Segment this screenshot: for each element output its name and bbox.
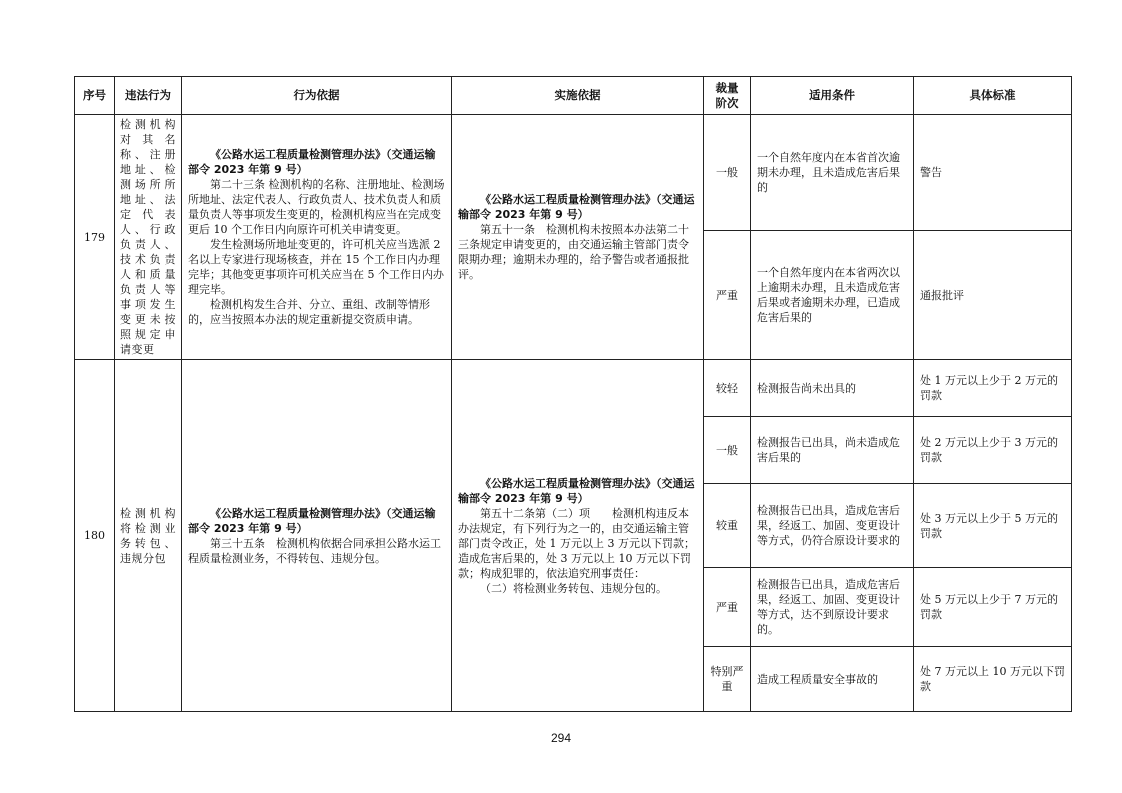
table-row (75, 115, 1072, 231)
level-cell: 较轻 (704, 360, 751, 417)
level-cell: 严重 (704, 231, 751, 360)
basis-paragraph: 检测机构发生合并、分立、重组、改制等情形的，应当按照本办法的规定重新提交资质申请。 (188, 298, 430, 326)
condition-cell: 检测报告尚未出具的 (751, 360, 914, 417)
implementation-cell (452, 360, 704, 712)
basis-title: 《公路水运工程质量检测管理办法》（交通运输部令 2023 年第 9 号） (188, 506, 436, 535)
implementation-title: 《公路水运工程质量检测管理办法》（交通运输部令 2023 年第 9 号） (458, 193, 695, 221)
header-no: 序号 (75, 77, 115, 115)
header-implementation: 实施依据 (452, 77, 704, 115)
basis-paragraph: 第二十三条 检测机构的名称、注册地址、检测场所地址、法定代表人、行政负责人、技术负责人和质量负责人等事项发生变更的，检测机构应当在完成变更后 10 个工作日内向原许可机关申请变更。 (188, 178, 445, 236)
condition-cell: 检测报告已出具，造成危害后果，经返工、加固、变更设计等方式，仍符合原设计要求的 (751, 484, 914, 568)
condition-cell: 一个自然年度内在本省首次逾期未办理，且未造成危害后果的 (751, 115, 914, 231)
condition-cell: 检测报告已出具，造成危害后果，经返工、加固、变更设计等方式，达不到原设计要求的。 (751, 568, 914, 647)
header-row (75, 77, 1072, 115)
standard-cell: 处 5 万元以上少于 7 万元的罚款 (914, 568, 1072, 647)
condition-cell: 造成工程质量安全事故的 (751, 647, 914, 712)
basis-title: 《公路水运工程质量检测管理办法》（交通运输部令 2023 年第 9 号） (188, 148, 436, 176)
header-level: 裁量阶次 (704, 77, 751, 115)
header-condition: 适用条件 (751, 77, 914, 115)
level-cell: 一般 (704, 115, 751, 231)
implementation-paragraph: （二）将检测业务转包、违规分包的。 (480, 581, 667, 595)
implementation-paragraph: 第五十一条 检测机构未按照本办法第二十三条规定申请变更的，由交通运输主管部门责令限期办理；逾期未办理的，给予警告或者通报批评。 (458, 223, 689, 281)
standard-cell: 处 1 万元以上少于 2 万元的罚款 (914, 360, 1072, 417)
basis-paragraph: 第三十五条 检测机构依据合同承担公路水运工程质量检测业务，不得转包、违规分包。 (188, 536, 441, 565)
header-violation: 违法行为 (115, 77, 182, 115)
table-row (75, 360, 1072, 417)
standard-cell: 处 3 万元以上少于 5 万元的罚款 (914, 484, 1072, 568)
standard-cell: 通报批评 (914, 231, 1072, 360)
level-cell: 严重 (704, 568, 751, 647)
standard-cell: 处 2 万元以上少于 3 万元的罚款 (914, 417, 1072, 484)
implementation-cell (452, 115, 704, 360)
row-number: 180 (75, 360, 115, 712)
page-number: 294 (550, 731, 572, 745)
basis-cell (182, 360, 452, 712)
violation-cell: 检测机构对其名称、注册地址、检测场所所地址、法定代表人、行政负责人、技术负责人和质量负责人等事项发生变更未按照规定申请变更 (115, 115, 182, 360)
implementation-title: 《公路水运工程质量检测管理办法》（交通运输部令 2023 年第 9 号） (458, 476, 695, 505)
standard-cell: 警告 (914, 115, 1072, 231)
implementation-paragraph: 第五十二条第（二）项 检测机构违反本办法规定，有下列行为之一的，由交通运输主管部门责令改正，处 1 万元以上 3 万元以下罚款；造成危害后果的，处 3 万元以上 10 万元以下罚款；构成犯罪的，依法追究刑事责任： (458, 506, 695, 580)
standard-cell: 处 7 万元以上 10 万元以下罚款 (914, 647, 1072, 712)
level-cell: 一般 (704, 417, 751, 484)
basis-cell (182, 115, 452, 360)
condition-cell: 一个自然年度内在本省两次以上逾期未办理，且未造成危害后果或者逾期未办理，已造成危害后果的 (751, 231, 914, 360)
level-cell: 特别严重 (704, 647, 751, 712)
discretion-table (74, 76, 1072, 712)
header-basis: 行为依据 (182, 77, 452, 115)
row-number: 179 (75, 115, 115, 360)
header-standard: 具体标准 (914, 77, 1072, 115)
basis-paragraph: 发生检测场所地址变更的，许可机关应当选派 2 名以上专家进行现场核查，并在 15 个工作日内办理完毕；其他变更事项许可机关应当在 5 个工作日内办理完毕。 (188, 238, 444, 296)
condition-cell: 检测报告已出具，尚未造成危害后果的 (751, 417, 914, 484)
violation-cell: 检测机构将检测业务转包、违规分包 (115, 360, 182, 712)
level-cell: 较重 (704, 484, 751, 568)
